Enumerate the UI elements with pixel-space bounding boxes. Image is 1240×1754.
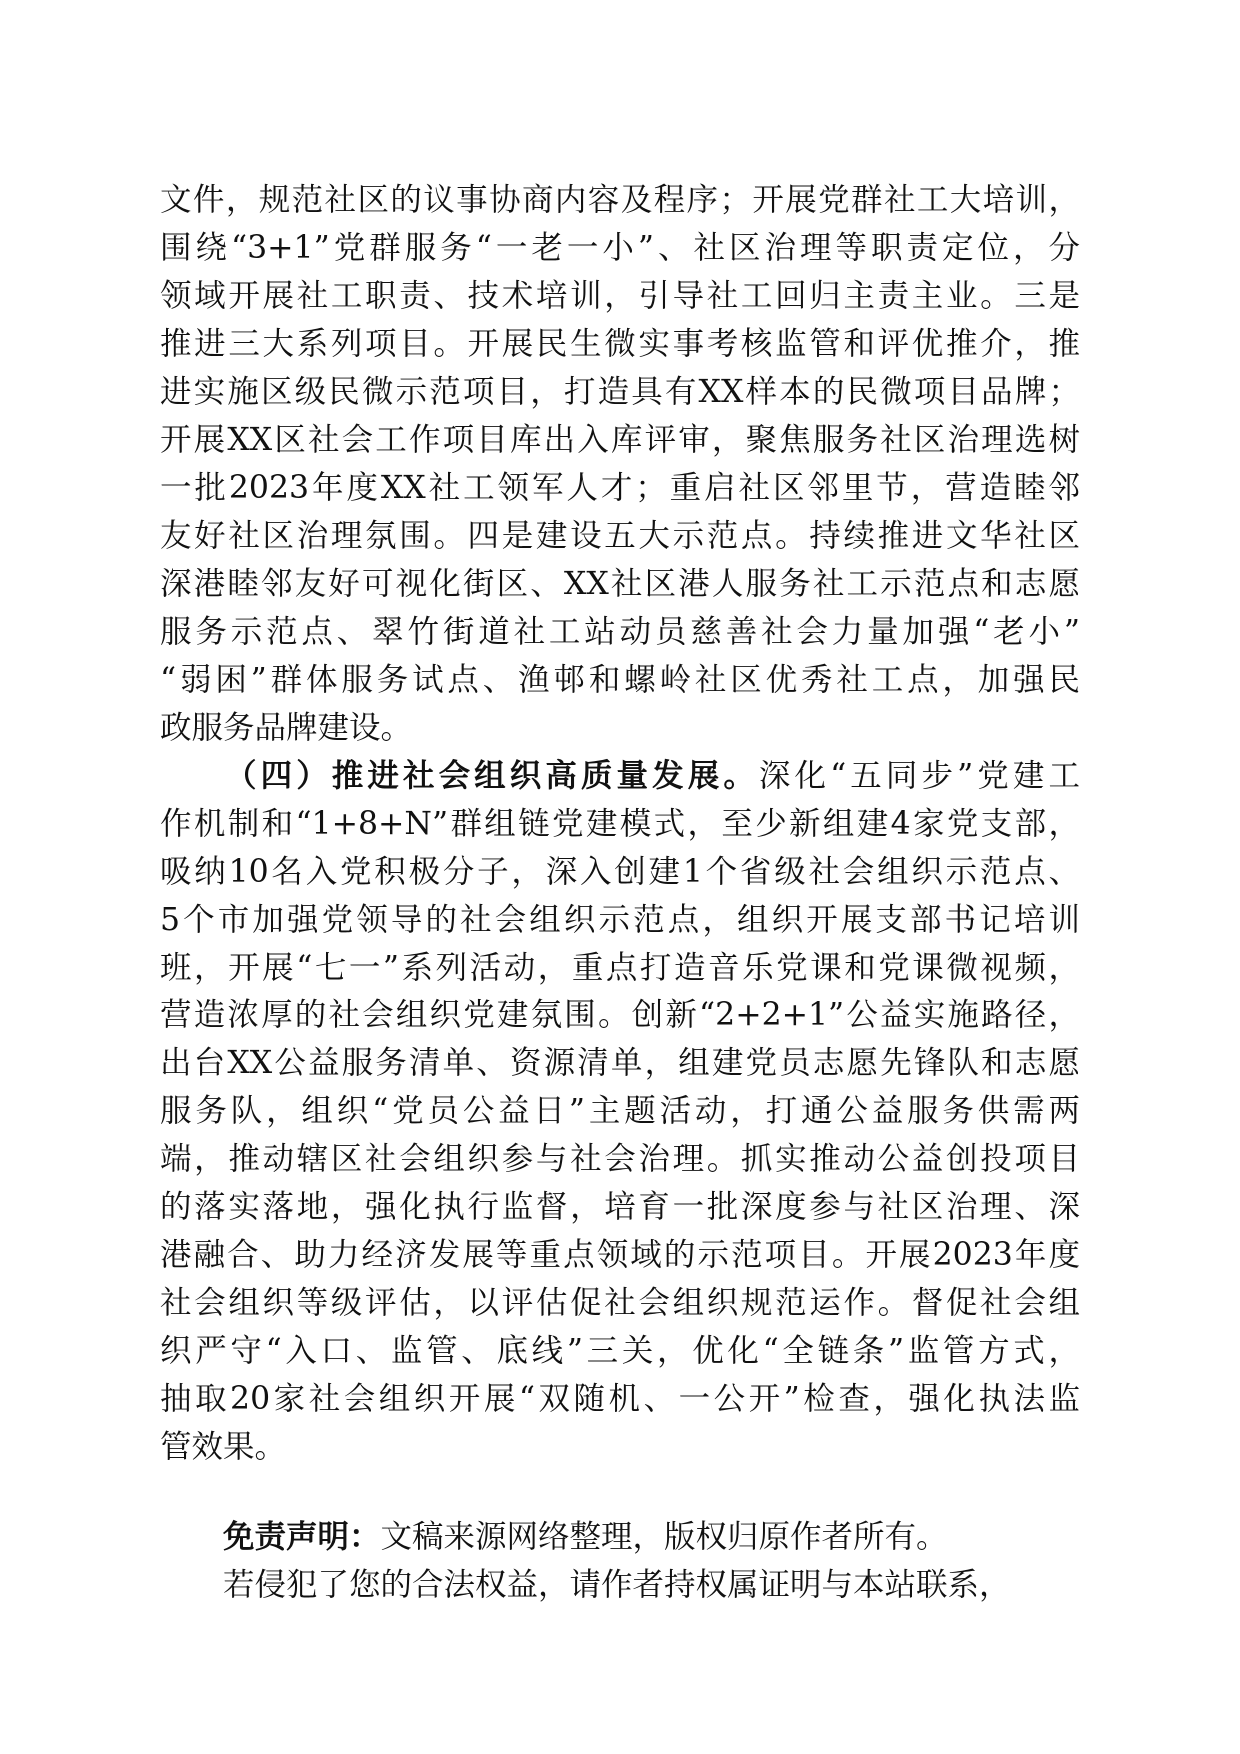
paragraph-line: 服务队，组织“党员公益日”主题活动，打通公益服务供需两 <box>160 1093 1080 1130</box>
paragraph-line: 管效果。 <box>160 1429 287 1466</box>
disclaimer-text: 文稿来源网络整理，版权归原作者所有。 <box>380 1519 948 1556</box>
paragraph-line: 推进三大系列项目。开展民生微实事考核监管和评优推介，推 <box>160 325 1080 362</box>
paragraph-line: 5个市加强党领导的社会组织示范点，组织开展支部书记培训 <box>160 901 1080 938</box>
disclaimer-label: 免责声明： <box>223 1519 381 1556</box>
paragraph-line: 深港睦邻友好可视化街区、XX社区港人服务社工示范点和志愿 <box>160 565 1080 602</box>
paragraph-line: 友好社区治理氛围。四是建设五大示范点。持续推进文华社区 <box>160 517 1080 554</box>
paragraph-line: 文件，规范社区的议事协商内容及程序；开展党群社工大培训， <box>160 182 1080 218</box>
disclaimer-line-1 <box>223 1513 1083 1561</box>
paragraph-line: 营造浓厚的社会组织党建氛围。创新“2+2+1”公益实施路径， <box>160 997 1080 1034</box>
paragraph-line: 班，开展“七一”系列活动，重点打造音乐党课和党课微视频， <box>160 949 1080 986</box>
paragraph-line: 吸纳10名入党积极分子，深入创建1个省级社会组织示范点、 <box>160 853 1080 890</box>
paragraph-line: 端，推动辖区社会组织参与社会治理。抓实推动公益创投项目 <box>160 1141 1080 1178</box>
paragraph-line: 抽取20家社会组织开展“双随机、一公开”检查，强化执法监 <box>160 1381 1080 1418</box>
section-4-heading: （四）推进社会组织高质量发展。 <box>225 756 759 794</box>
paragraph-line: 服务示范点、翠竹街道社工站动员慈善社会力量加强“老小” <box>160 613 1080 650</box>
disclaimer-line-2: 若侵犯了您的合法权益，请作者持权属证明与本站联系， <box>223 1567 1011 1604</box>
paragraph-line: 出台XX公益服务清单、资源清单，组建党员志愿先锋队和志愿 <box>160 1045 1080 1082</box>
paragraph-line: 社会组织等级评估，以评估促社会组织规范运作。督促社会组 <box>160 1285 1080 1322</box>
paragraph-line: 港融合、助力经济发展等重点领域的示范项目。开展2023年度 <box>160 1237 1080 1274</box>
section-4-first-line-text: 深化“五同步”党建工 <box>758 757 1080 794</box>
paragraph-line: 作机制和“1+8+N”群组链党建模式，至少新组建4家党支部， <box>160 805 1080 842</box>
paragraph-line: “弱困”群体服务试点、渔邨和螺岭社区优秀社工点，加强民 <box>160 661 1080 698</box>
section-4-first-line <box>225 754 1080 798</box>
paragraph-line: 一批2023年度XX社工领军人才；重启社区邻里节，营造睦邻 <box>160 469 1080 506</box>
paragraph-line: 进实施区级民微示范项目，打造具有XX样本的民微项目品牌； <box>160 373 1080 410</box>
paragraph-line: 织严守“入口、监管、底线”三关，优化“全链条”监管方式， <box>160 1333 1080 1370</box>
paragraph-line: 开展XX区社会工作项目库出入库评审，聚焦服务社区治理选树 <box>160 421 1080 458</box>
paragraph-line: 围绕“3+1”党群服务“一老一小”、社区治理等职责定位，分 <box>160 229 1080 266</box>
paragraph-line: 的落实落地，强化执行监督，培育一批深度参与社区治理、深 <box>160 1189 1080 1226</box>
paragraph-line: 领域开展社工职责、技术培训，引导社工回归主责主业。三是 <box>160 277 1080 314</box>
paragraph-line: 政服务品牌建设。 <box>160 709 413 746</box>
